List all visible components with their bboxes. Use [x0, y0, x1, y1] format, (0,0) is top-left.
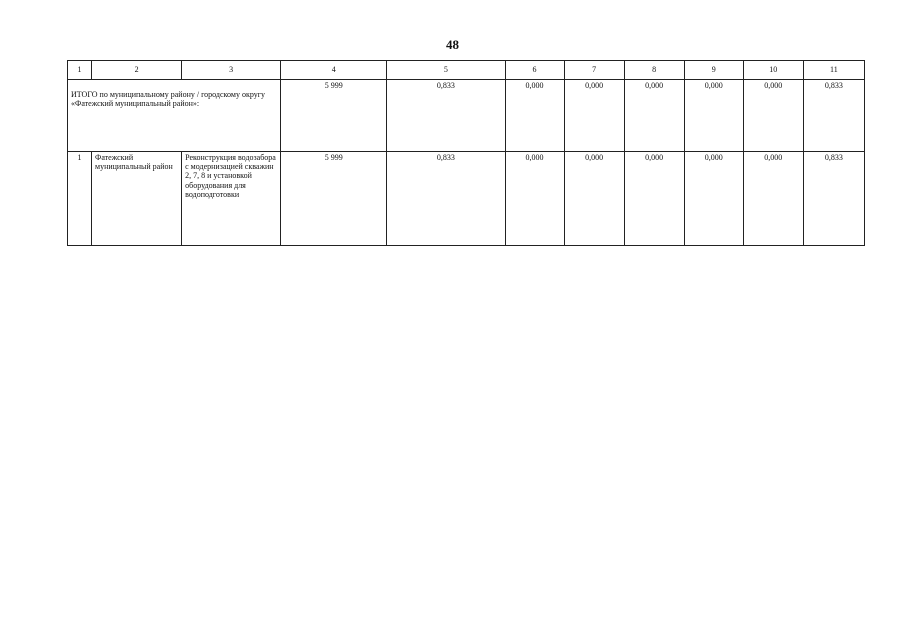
- project-cell: Реконструкция водозабора с модернизацией скважин 2, 7, 8 и установкой оборудования для водоподготовки: [182, 152, 281, 246]
- column-header: 10: [743, 61, 803, 80]
- total-cell: 0,833: [803, 80, 864, 152]
- value-cell: 0,000: [505, 152, 564, 246]
- total-row: [68, 80, 865, 152]
- total-cell: 0,000: [743, 80, 803, 152]
- page-number: 48: [446, 37, 459, 52]
- column-header: 3: [182, 61, 281, 80]
- total-cell: 0,000: [505, 80, 564, 152]
- total-cell: 0,000: [684, 80, 743, 152]
- value-cell: 0,000: [564, 152, 624, 246]
- value-cell: 0,000: [624, 152, 684, 246]
- value-cell: 0,833: [387, 152, 505, 246]
- column-header: 9: [684, 61, 743, 80]
- total-cell: 0,000: [564, 80, 624, 152]
- total-cell: 0,833: [387, 80, 505, 152]
- column-header: 7: [564, 61, 624, 80]
- value-cell: 0,833: [803, 152, 864, 246]
- value-cell: 0,000: [684, 152, 743, 246]
- header-row: [68, 61, 865, 80]
- value-cell: 0,000: [743, 152, 803, 246]
- value-cell: 5 999: [281, 152, 387, 246]
- column-header: 6: [505, 61, 564, 80]
- district-cell: Фатежский муниципальный район: [92, 152, 182, 246]
- row-number: 1: [68, 152, 92, 246]
- total-cell: 5 999: [281, 80, 387, 152]
- total-cell: 0,000: [624, 80, 684, 152]
- column-header: 11: [803, 61, 864, 80]
- column-header: 5: [387, 61, 505, 80]
- total-label: ИТОГО по муниципальному району / городскому округу «Фатежский муниципальный район»:: [68, 80, 281, 152]
- data-table: [67, 60, 865, 246]
- table-row: [68, 152, 865, 246]
- column-header: 8: [624, 61, 684, 80]
- column-header: 1: [68, 61, 92, 80]
- column-header: 4: [281, 61, 387, 80]
- column-header: 2: [92, 61, 182, 80]
